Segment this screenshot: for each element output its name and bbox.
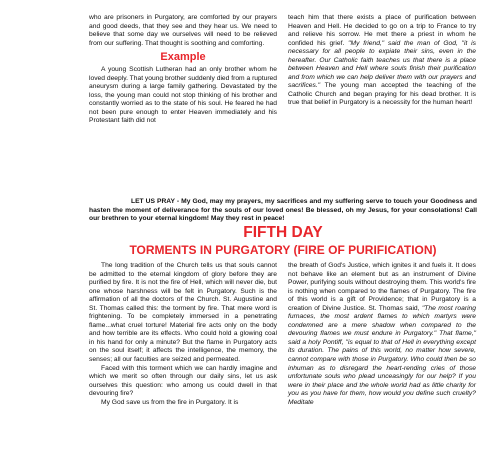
day-heading: FIFTH DAY [243,224,323,241]
bottom-right-text-a: the breath of God's Justice, which ignites it and fuels it. It does not behave like an element but as an instrument of Divine Power, purifying souls without destroying them. This world's fire is nothing when compared to the flames of Purgatory. The fire of this world is a gift of Providence; that in Purgatory is a creation of Divine Justice. St. Thomas said, [288,262,476,312]
bottom-left-paragraph-1: The long tradition of the Church tells us that souls cannot be admitted to the eternal kingdom of glory before they are purified by fire. It is not the fire of Hell, which will never die, but one whose harshness will be felt in Purgatory. Such is the affirmation of all the doctors of the Church. St. Augustine and St. Thomas called this: the torment by fire. That mere word is frightening. To be completely immersed in a penetrating flame...what cruel torture! Material fire acts only on the body and how terrible are its effects. Who could hold a glowing coal in his hand for only a minute? But the flame in Purgatory acts on the soul itself; it affects the intelligence, the memory, the senses; all our faculties are seized and permeated. [89,262,277,364]
top-right-quote: "My friend," said the man of God, "it is necessary for all people to expiate their sins, even in the hereafter. Our Catholic faith teaches us that there is a place between Heaven and Hell where souls finish their purification and from which we can help deliver them with our prayers and sacrifices." [288,39,477,90]
prayer-text: My God, may my prayers, my sacrifices and my suffering serve to touch your Goodness and hasten the moment of deliverance for the souls of our loved ones! Be blessed, oh my Jesus, for your consolations! Call our brethren to your eternal kingdom! May they rest in peace! [89,198,477,223]
bottom-left-paragraph-3: My God save us from the fire in Purgatory. It is [101,398,239,406]
top-left-paragraph-1: who are prisoners in Purgatory, are comforted by our prayers and good deeds, that they see and they hear us. We need to believe that some day we ourselves will need to be relieved from our suffering. That thought is soothing and comforting. [89,14,277,47]
top-left-column [89,14,277,126]
top-left-paragraph-2: A young Scottish Lutheran had an only brother whom he loved deeply. That young brother suddenly died from a ruptured aneurysm during a large family gathering. Devastated by the loss, the young man could not stop thinking of his brother and constantly worried as to the state of his soul. He feared he had not been pure enough to enter Heaven immediately and his Protestant faith did not [89,66,277,125]
example-heading: Example [160,51,206,64]
bottom-right-quote: "The most roaring furnaces, the most ardent flames to which martyrs were condemned are a mere shadow when compared to the devouring flames we must endure in Purgatory." [288,304,476,338]
prayer-block [89,198,477,224]
bottom-left-paragraph-2: Faced with this torment which we can hardly imagine and which we merit so often through our daily sins, let us ask ourselves this question: who among us could dwell in that devouring fire? [89,364,277,398]
bottom-left-column [89,262,277,407]
top-right-text-b: The young man accepted the teaching of the Catholic Church and began praying for his dead brother. It is true that belief in Purgatory is a necessity for the human heart! [288,82,476,107]
bottom-right-column [288,262,476,407]
bottom-right-text-b: That flame," said a holy Pontiff, "is equal to that of Hell in everything except its duration. The pains of this world, no matter how severe, cannot compare with those in Purgatory. Who could then be so inhuman as to disregard the heart-rending cries of those unfortunate souls who plead unceasingly for our help? If you were in their place and the whole world had as little charity for you as you have for them, how would you define such cruelty? Meditate [288,330,477,406]
prayer-lead: LET US PRAY - [131,198,182,205]
top-right-text-a: teach him that there exists a place of purification between Heaven and Hell. He decided to go on a trip to France to try and relieve his sorrow. He met there a priest in whom he confided his grief. [288,14,476,47]
section-subtitle: TORMENTS IN PURGATORY (FIRE OF PURIFICATION) [129,243,437,257]
top-right-column [288,14,476,108]
top-right-paragraph [288,14,476,108]
bottom-right-paragraph [288,262,476,407]
